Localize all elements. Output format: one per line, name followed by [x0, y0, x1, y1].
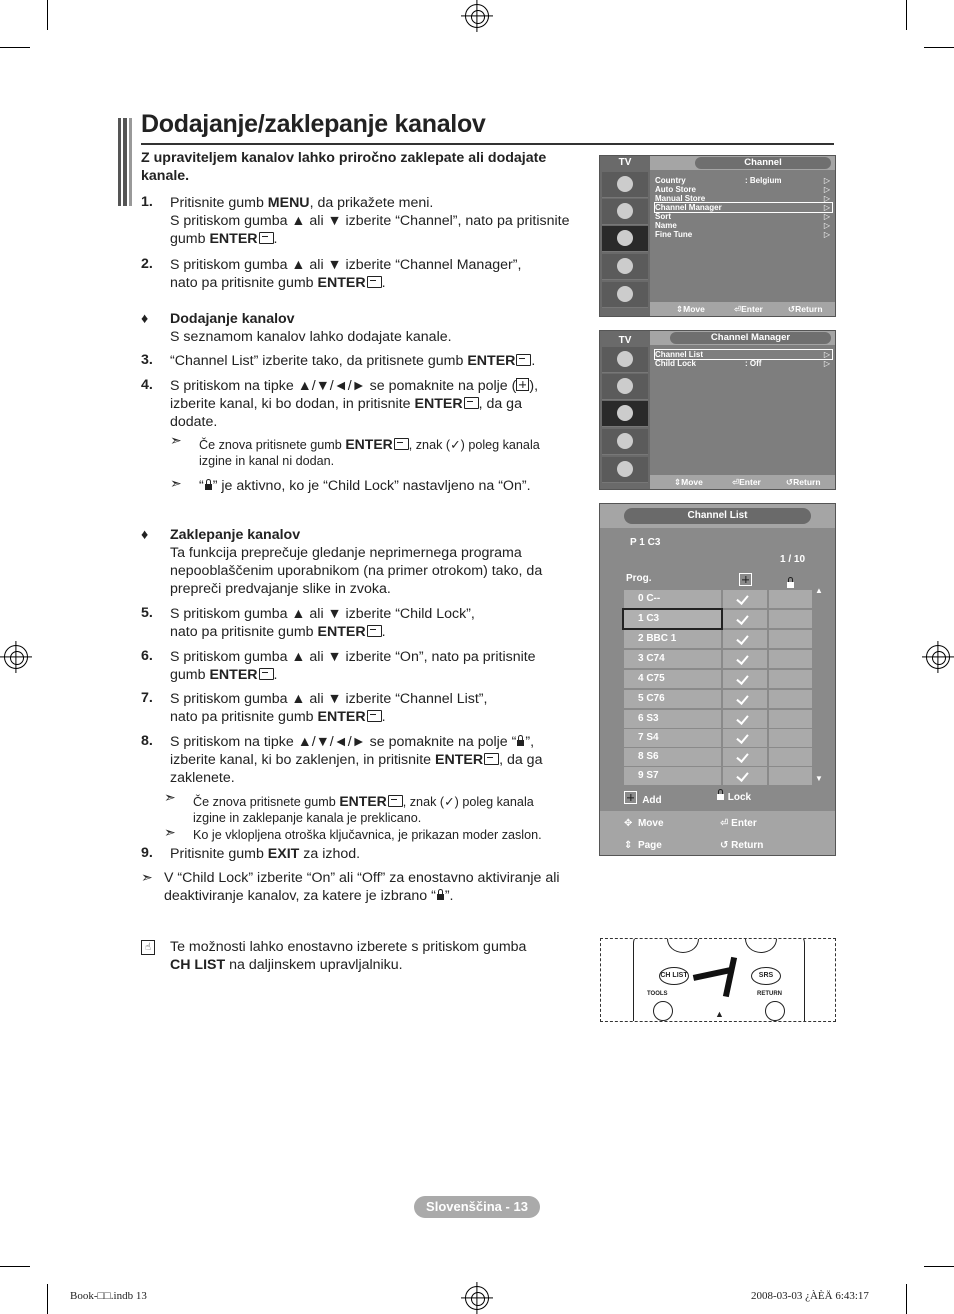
tip-hand-icon: ☝ — [141, 940, 155, 955]
title-bars — [118, 118, 132, 206]
return-hint: ↺ Return — [788, 304, 823, 314]
check-icon — [736, 750, 748, 763]
step-2-text: S pritiskom gumba ▲ ali ▼ izberite “Channel Manager”, nato pa pritisnite gumb ENTER . — [170, 257, 522, 291]
step-4-number: 4. — [141, 377, 153, 393]
current-channel: P 1 C3 — [630, 537, 661, 548]
remote-control-illustration — [600, 938, 836, 1022]
crop-mark — [924, 1266, 954, 1267]
table-row[interactable]: 7 S4 — [624, 729, 812, 747]
bullet: ♦ — [141, 311, 149, 327]
registration-mark-icon — [926, 645, 950, 669]
sound-icon[interactable] — [602, 199, 648, 225]
menu-item-fine-tune[interactable]: Fine Tune ▷ — [655, 230, 830, 239]
enter-icon — [484, 753, 499, 765]
note-1: Če znova pritisnete gumb ENTER , znak (✓) poleg kanala izgine in kanal ni dodan. — [199, 436, 540, 468]
step-8-text: S pritiskom na tipke ▲/▼/◄/► se pomaknite na polje “ ”, izberite kanal, ki bo zaklenjen, in pritisnite ENTER , da ga zaklenete. — [170, 734, 543, 786]
menu-item-child-lock[interactable]: Child Lock : Off ▷ — [655, 359, 830, 368]
step-6-text: S pritiskom gumba ▲ ali ▼ izberite “On”, nato pa pritisnite gumb ENTER . — [170, 649, 536, 683]
note-arrow-icon: ➣ — [170, 432, 182, 448]
tv-menu-channel-manager — [599, 330, 836, 490]
table-row[interactable]: 3 C74 — [624, 650, 812, 668]
lock-legend: Lock — [716, 792, 751, 803]
crop-mark — [0, 1266, 30, 1267]
menu-item-channel-manager[interactable]: Channel Manager ▷ — [655, 203, 830, 212]
scroll-up-icon[interactable]: ▲ — [815, 586, 823, 595]
channel-icon[interactable] — [602, 401, 648, 427]
note-4: Ko je vklopljena otroška ključavnica, je prikazan moder zaslon. — [193, 828, 542, 842]
return-button[interactable] — [765, 1001, 785, 1021]
crop-mark — [47, 1284, 48, 1314]
table-row[interactable]: 4 C75 — [624, 670, 812, 688]
add-column-icon — [739, 572, 752, 590]
input-icon[interactable] — [602, 282, 648, 308]
enter-icon — [367, 625, 382, 637]
add-legend: Add — [624, 791, 662, 806]
step-5-text: S pritiskom gumba ▲ ali ▼ izberite “Child Lock”, nato pa pritisnite gumb ENTER . — [170, 606, 475, 640]
menu-item-country[interactable]: Country : Belgium ▷ — [655, 176, 830, 185]
check-icon — [736, 612, 748, 625]
crop-mark — [906, 0, 907, 30]
note-arrow-icon: ➣ — [141, 869, 153, 885]
menu-item-manual-store[interactable]: Manual Store ▷ — [655, 194, 830, 203]
srs-button[interactable]: SRS — [751, 967, 781, 985]
step-5-number: 5. — [141, 605, 153, 621]
step-6-number: 6. — [141, 648, 153, 664]
footer-timestamp: 2008-03-03 ¿ÀÈÄ 6:43:17 — [751, 1290, 869, 1302]
check-icon — [736, 769, 748, 782]
check-icon — [736, 712, 748, 725]
menu-sidebar — [600, 331, 650, 489]
note-2: “ ” je aktivno, ko je “Child Lock” nastavljeno na “On”. — [199, 478, 531, 494]
up-arrow-icon[interactable]: ▲ — [715, 1009, 724, 1019]
registration-mark-icon — [4, 645, 28, 669]
menu-item-name[interactable]: Name ▷ — [655, 221, 830, 230]
menu-header: Channel — [650, 156, 835, 170]
channel-list-screen — [599, 503, 836, 856]
return-hint: ↺ Return — [720, 840, 764, 851]
enter-icon — [367, 710, 382, 722]
step-7-number: 7. — [141, 690, 153, 706]
enter-icon — [464, 397, 479, 409]
setup-icon[interactable] — [602, 254, 648, 280]
note-3: Če znova pritisnete gumb ENTER , znak (✓) poleg kanala izgine in zaklepanje kanala je preklicano. — [193, 793, 534, 825]
check-icon — [736, 692, 748, 705]
picture-icon[interactable] — [602, 347, 648, 373]
crop-mark — [47, 0, 48, 30]
tv-label: TV — [618, 157, 632, 168]
channel-icon[interactable] — [602, 226, 648, 252]
move-hint: ⇕ Move — [674, 477, 703, 487]
move-hint: ✥ Move — [624, 818, 664, 829]
menu-item-sort[interactable]: Sort ▷ — [655, 212, 830, 221]
table-row[interactable]: 0 C-- — [624, 590, 812, 608]
step-3-number: 3. — [141, 352, 153, 368]
bullet: ♦ — [141, 527, 149, 543]
table-row[interactable]: 1 C3 — [624, 610, 812, 628]
step-3-text: “Channel List” izberite tako, da pritisnete gumb ENTER . — [170, 353, 536, 369]
enter-icon — [367, 276, 382, 288]
tip-text: Te možnosti lahko enostavno izberete s pritiskom gumba CH LIST na daljinskem upravljalniku. — [170, 939, 527, 973]
channel-list-footer — [600, 811, 835, 855]
return-label: RETURN — [757, 991, 782, 997]
tv-menu-channel — [599, 155, 836, 317]
input-icon[interactable] — [602, 457, 648, 483]
check-icon — [736, 672, 748, 685]
registration-mark-icon — [465, 4, 489, 28]
ch-list-button[interactable]: CH LIST — [659, 967, 689, 985]
step-1-number: 1. — [141, 194, 153, 210]
step-1-text: Pritisnite gumb MENU, da prikažete meni. S pritiskom gumba ▲ ali ▼ izberite “Channel”, nato pa pritisnite gumb ENTER . — [170, 195, 570, 247]
enter-hint: ⏎ Enter — [734, 304, 763, 314]
footer-file: Book-□□.indb 13 — [70, 1290, 147, 1302]
check-icon — [736, 632, 748, 645]
step-8-number: 8. — [141, 733, 153, 749]
page-indicator: 1 / 10 — [780, 554, 806, 565]
menu-sidebar — [600, 156, 650, 316]
check-icon — [736, 731, 748, 744]
tools-label: TOOLS — [647, 991, 668, 997]
tools-button[interactable] — [653, 1001, 673, 1021]
enter-icon — [259, 232, 274, 244]
enter-icon — [259, 668, 274, 680]
title-rule — [141, 143, 834, 145]
add-icon — [516, 378, 529, 391]
page-number-badge: Slovenščina - 13 — [414, 1196, 540, 1218]
check-icon — [736, 652, 748, 665]
menu-footer — [650, 475, 835, 489]
menu-body — [650, 170, 835, 302]
lock-icon — [437, 894, 444, 900]
page-hint: ⇕ Page — [624, 840, 662, 851]
lock-section: Zaklepanje kanalov Ta funkcija preprečuje gledanje neprimernega programa nepooblaščenim uporabnikom (na primer otrokom) tako, da prepreči predvajanje slike in zvoka. — [170, 527, 543, 597]
step-7-text: S pritiskom gumba ▲ ali ▼ izberite “Channel List”, nato pa pritisnite gumb ENTER . — [170, 691, 488, 725]
setup-icon[interactable] — [602, 429, 648, 455]
crop-mark — [906, 1284, 907, 1314]
channel-list-header: Channel List — [600, 504, 835, 528]
note-5: V “Child Lock” izberite “On” ali “Off” za enostavno aktiviranje ali deaktiviranje kanalov, za katere je izbrano “ ”. — [164, 870, 560, 904]
menu-footer — [650, 302, 835, 316]
step-9-number: 9. — [141, 845, 153, 861]
sound-icon[interactable] — [602, 374, 648, 400]
step-4-text: S pritiskom na tipke ▲/▼/◄/► se pomaknite na polje ( ), izberite kanal, ki bo dodan, in pritisnite ENTER , da ga dodate. — [170, 378, 539, 430]
step-2-number: 2. — [141, 256, 153, 272]
enter-icon — [388, 795, 403, 807]
lock-icon — [205, 484, 212, 490]
check-icon — [736, 592, 748, 605]
table-row[interactable]: 5 C76 — [624, 690, 812, 708]
enter-icon — [394, 438, 409, 450]
intro-text: Z upraviteljem kanalov lahko priročno zaklepate ali dodajate kanale. — [141, 150, 547, 184]
lock-icon — [517, 740, 524, 746]
menu-header: Channel Manager — [650, 331, 835, 345]
crop-mark — [0, 47, 30, 48]
enter-hint: ⏎ Enter — [732, 477, 761, 487]
enter-hint: ⏎ Enter — [720, 818, 757, 829]
scroll-down-icon[interactable]: ▼ — [815, 774, 823, 783]
menu-item-channel-list[interactable]: Channel List ▷ — [655, 350, 830, 359]
table-row[interactable]: 8 S6 — [624, 748, 812, 766]
note-arrow-icon: ➣ — [164, 824, 176, 840]
return-hint: ↺ Return — [786, 477, 821, 487]
table-row[interactable]: 2 BBC 1 — [624, 630, 812, 648]
tv-label: TV — [618, 335, 632, 346]
enter-icon — [516, 354, 531, 366]
crop-mark — [924, 47, 954, 48]
table-row[interactable]: 6 S3 — [624, 710, 812, 728]
prog-label: Prog. — [626, 573, 652, 584]
picture-icon[interactable] — [602, 172, 648, 198]
table-row[interactable]: 9 S7 — [624, 767, 812, 785]
move-hint: ⇕ Move — [676, 304, 705, 314]
registration-mark-icon — [465, 1286, 489, 1310]
menu-item-auto-store[interactable]: Auto Store ▷ — [655, 185, 830, 194]
add-section: Dodajanje kanalov S seznamom kanalov lahko dodajate kanale. — [170, 311, 452, 345]
step-9-text: Pritisnite gumb EXIT za izhod. — [170, 846, 361, 862]
menu-body — [650, 345, 835, 475]
page-title: Dodajanje/zaklepanje kanalov — [141, 110, 486, 138]
note-arrow-icon: ➣ — [164, 789, 176, 805]
note-arrow-icon: ➣ — [170, 475, 182, 491]
